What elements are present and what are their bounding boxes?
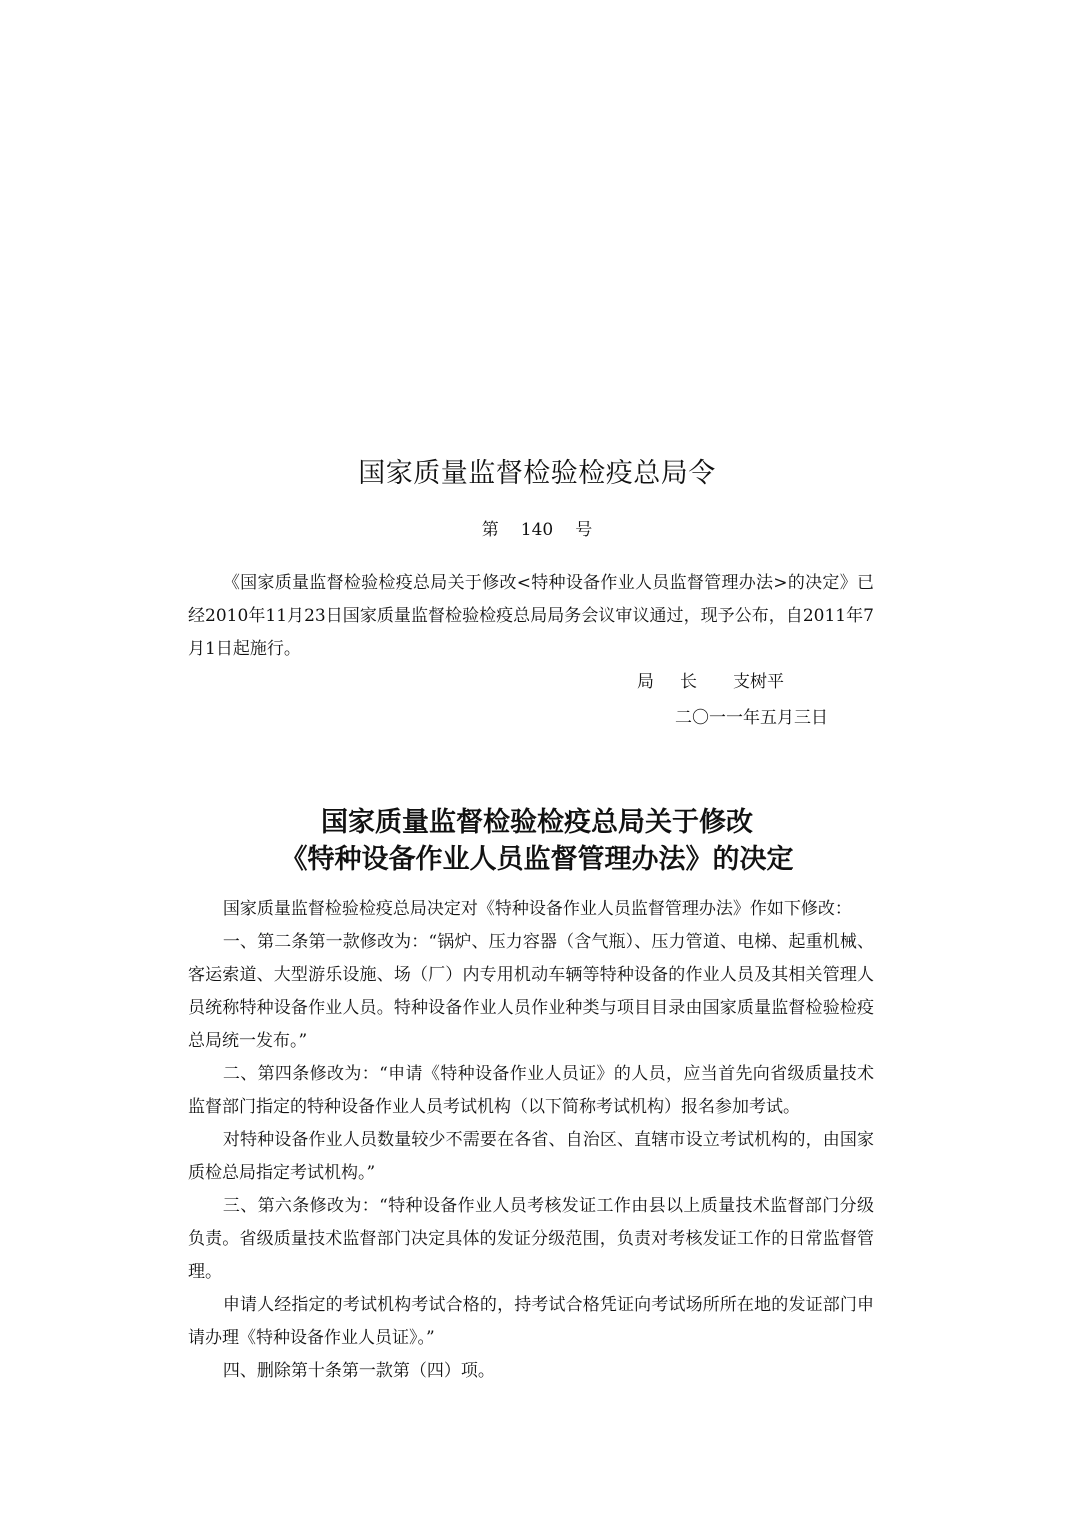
order-body [188, 567, 874, 666]
order-number-suffix: 号 [575, 520, 593, 540]
signature-line [637, 668, 784, 696]
signer-title-char-1: 局 [637, 672, 654, 692]
order-number-line [0, 517, 1074, 543]
order-body-paragraph: 《国家质量监督检验检疫总局关于修改<特种设备作业人员监督管理办法>的决定》已经2010年11月23日国家质量监督检验检疫总局局务会议审议通过，现予公布，自2011年7月1日起施行。 [188, 573, 874, 659]
decision-paragraph: 二、第四条修改为：“申请《特种设备作业人员证》的人员，应当首先向省级质量技术监督部门指定的特种设备作业人员考试机构（以下简称考试机构）报名参加考试。 [188, 1064, 874, 1117]
decision-paragraph: 一、第二条第一款修改为：“锅炉、压力容器（含气瓶）、压力管道、电梯、起重机械、客运索道、大型游乐设施、场（厂）内专用机动车辆等特种设备的作业人员及其相关管理人员统称特种设备作业人员。特种设备作业人员作业种类与项目目录由国家质量监督检验检疫总局统一发布。” [188, 932, 874, 1051]
order-date: 二〇一一年五月三日 [675, 708, 828, 728]
decision-paragraph: 申请人经指定的考试机构考试合格的，持考试合格凭证向考试场所所在地的发证部门申请办理《特种设备作业人员证》。” [188, 1295, 874, 1348]
order-number: 140 [520, 520, 554, 540]
decision-title-line-1: 国家质量监督检验检疫总局关于修改 [321, 807, 753, 838]
decision-paragraph: 国家质量监督检验检疫总局决定对《特种设备作业人员监督管理办法》作如下修改： [222, 899, 852, 919]
decision-title [0, 804, 1074, 878]
order-title: 国家质量监督检验检疫总局令 [358, 458, 716, 489]
decision-paragraph: 三、第六条修改为：“特种设备作业人员考核发证工作由县以上质量技术监督部门分级负责。省级质量技术监督部门决定具体的发证分级范围，负责对考核发证工作的日常监督管理。 [188, 1196, 874, 1282]
signer-name: 支树平 [733, 672, 784, 692]
decision-paragraph: 对特种设备作业人员数量较少不需要在各省、自治区、直辖市设立考试机构的，由国家质检总局指定考试机构。” [188, 1130, 874, 1183]
decision-body [188, 893, 874, 1388]
signer-title-char-2: 长 [680, 672, 697, 692]
decision-title-line-2: 《特种设备作业人员监督管理办法》的决定 [280, 844, 794, 875]
decision-paragraph: 四、删除第十条第一款第（四）项。 [222, 1361, 495, 1381]
order-number-prefix: 第 [481, 520, 499, 540]
